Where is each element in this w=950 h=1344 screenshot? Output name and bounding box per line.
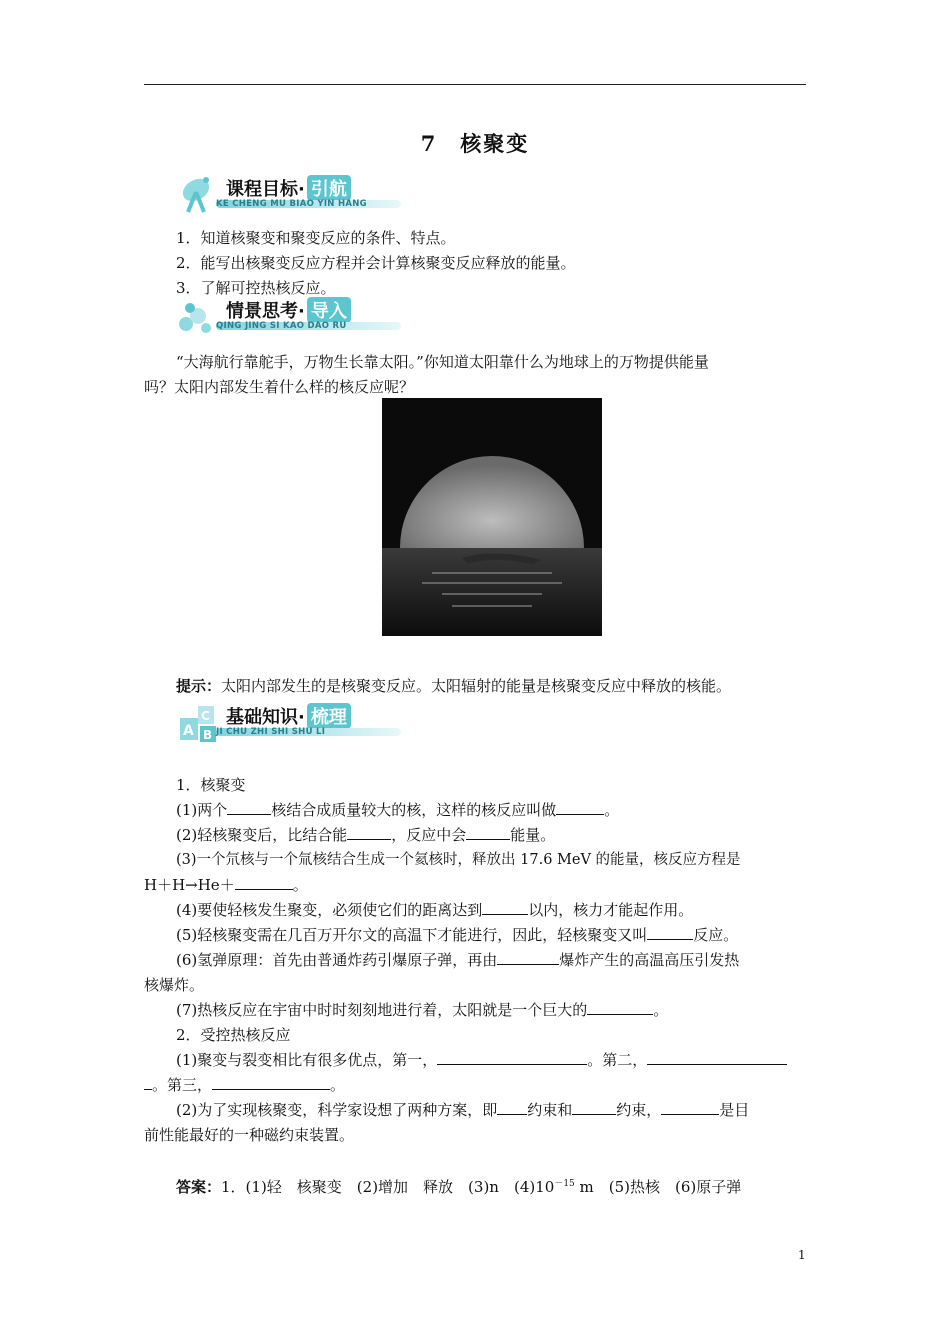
item-2: (2)轻核聚变后，比结合能 ，反应中会 能量。 bbox=[176, 826, 556, 844]
banner-title: 课程目标· 引航 bbox=[226, 175, 351, 201]
header-rule bbox=[144, 84, 806, 85]
goal-2: 2．能写出核聚变反应方程并会计算核聚变反应释放的能量。 bbox=[176, 254, 576, 272]
svg-text:A: A bbox=[183, 723, 194, 739]
banner-pinyin: QING JING SI KAO DAO RU bbox=[216, 321, 347, 331]
item-3-line-1: (3)一个氘核与一个氚核结合生成一个氦核时，释放出 17.6 MeV 的能量，核反应方程是 bbox=[176, 852, 741, 868]
item-2-1-line-1: (1)聚变与裂变相比有很多优点，第一， 。第二， bbox=[176, 1050, 838, 1070]
answer-blank[interactable] bbox=[647, 1050, 787, 1065]
answer-blank[interactable] bbox=[466, 825, 510, 840]
item-4: (4)要使轻核发生聚变，必须使它们的距离达到 以内，核力才能起作用。 bbox=[176, 901, 694, 919]
hint-paragraph: 提示：太阳内部发生的是核聚变反应。太阳辐射的能量是核聚变反应中释放的核能。 bbox=[176, 677, 732, 695]
section-1-heading: 1．核聚变 bbox=[176, 776, 246, 794]
sunset-photo bbox=[382, 398, 602, 636]
svg-text:C: C bbox=[201, 709, 210, 723]
scenario-line-2: 吗？太阳内部发生着什么样的核反应呢？ bbox=[144, 378, 415, 396]
answer-blank[interactable] bbox=[482, 900, 528, 915]
section-banner-scenario bbox=[176, 294, 406, 340]
banner-title: 基础知识· 梳理 bbox=[226, 703, 351, 729]
item-6-line-1: (6)氢弹原理：首先由普通炸药引爆原子弹，再由 爆炸产生的高温高压引发热 bbox=[176, 951, 740, 969]
item-6-line-2: 核爆炸。 bbox=[144, 976, 205, 994]
item-2-2-line-2: 前性能最好的一种磁约束装置。 bbox=[144, 1126, 355, 1144]
answer-blank[interactable] bbox=[647, 925, 693, 940]
svg-text:B: B bbox=[203, 728, 213, 742]
goal-3: 3．了解可控热核反应。 bbox=[176, 279, 336, 297]
abc-blocks-icon bbox=[176, 700, 224, 744]
section-2-heading: 2．受控热核反应 bbox=[176, 1026, 291, 1044]
bubbles-icon bbox=[176, 294, 224, 338]
answer-blank[interactable] bbox=[212, 1075, 330, 1090]
section-banner-knowledge bbox=[176, 700, 406, 746]
answer-blank[interactable] bbox=[227, 800, 271, 815]
answer-blank[interactable] bbox=[144, 1075, 152, 1090]
item-2-1-line-2: 。第三， 。 bbox=[144, 1075, 806, 1095]
item-3-line-2: H＋H→He＋ 。 bbox=[144, 876, 308, 894]
answer-blank[interactable] bbox=[572, 1100, 616, 1115]
banner-title: 情景思考· 导入 bbox=[226, 297, 351, 323]
answers: 答案：1．(1)轻 核聚变 (2)增加 释放 (3)n $(4)10^{-15}$ m (5)热核 (6)原子弹 bbox=[176, 1178, 742, 1196]
answer-blank[interactable] bbox=[497, 1100, 527, 1115]
page-number: 1 bbox=[798, 1248, 806, 1262]
goal-1: 1．知道核聚变和聚变反应的条件、特点。 bbox=[176, 229, 456, 247]
answer-blank[interactable] bbox=[587, 1000, 653, 1015]
satellite-dish-icon bbox=[176, 172, 224, 216]
banner-pinyin: KE CHENG MU BIAO YIN HANG bbox=[216, 199, 367, 209]
page-title: 7 核聚变 bbox=[420, 131, 530, 156]
answer-blank[interactable] bbox=[497, 950, 559, 965]
answer-blank[interactable] bbox=[347, 825, 391, 840]
answer-blank[interactable] bbox=[556, 800, 604, 815]
answer-blank[interactable] bbox=[437, 1050, 587, 1065]
banner-pinyin: JI CHU ZHI SHI SHU LI bbox=[216, 727, 326, 737]
answer-blank[interactable] bbox=[235, 875, 293, 890]
answer-blank[interactable] bbox=[661, 1100, 719, 1115]
item-1: (1)两个 核结合成质量较大的核，这样的核反应叫做 。 bbox=[176, 801, 620, 819]
item-2-2-line-1: (2)为了实现核聚变，科学家设想了两种方案，即 约束和 约束， 是目 bbox=[176, 1101, 750, 1119]
item-5: (5)轻核聚变需在几百万开尔文的高温下才能进行，因此，轻核聚变又叫 反应。 bbox=[176, 926, 739, 944]
item-7: (7)热核反应在宇宙中时时刻刻地进行着，太阳就是一个巨大的 。 bbox=[176, 1001, 669, 1019]
section-banner-goals bbox=[176, 172, 406, 218]
scenario-line-1: “大海航行靠舵手，万物生长靠太阳。”你知道太阳靠什么为地球上的万物提供能量 bbox=[176, 353, 709, 371]
